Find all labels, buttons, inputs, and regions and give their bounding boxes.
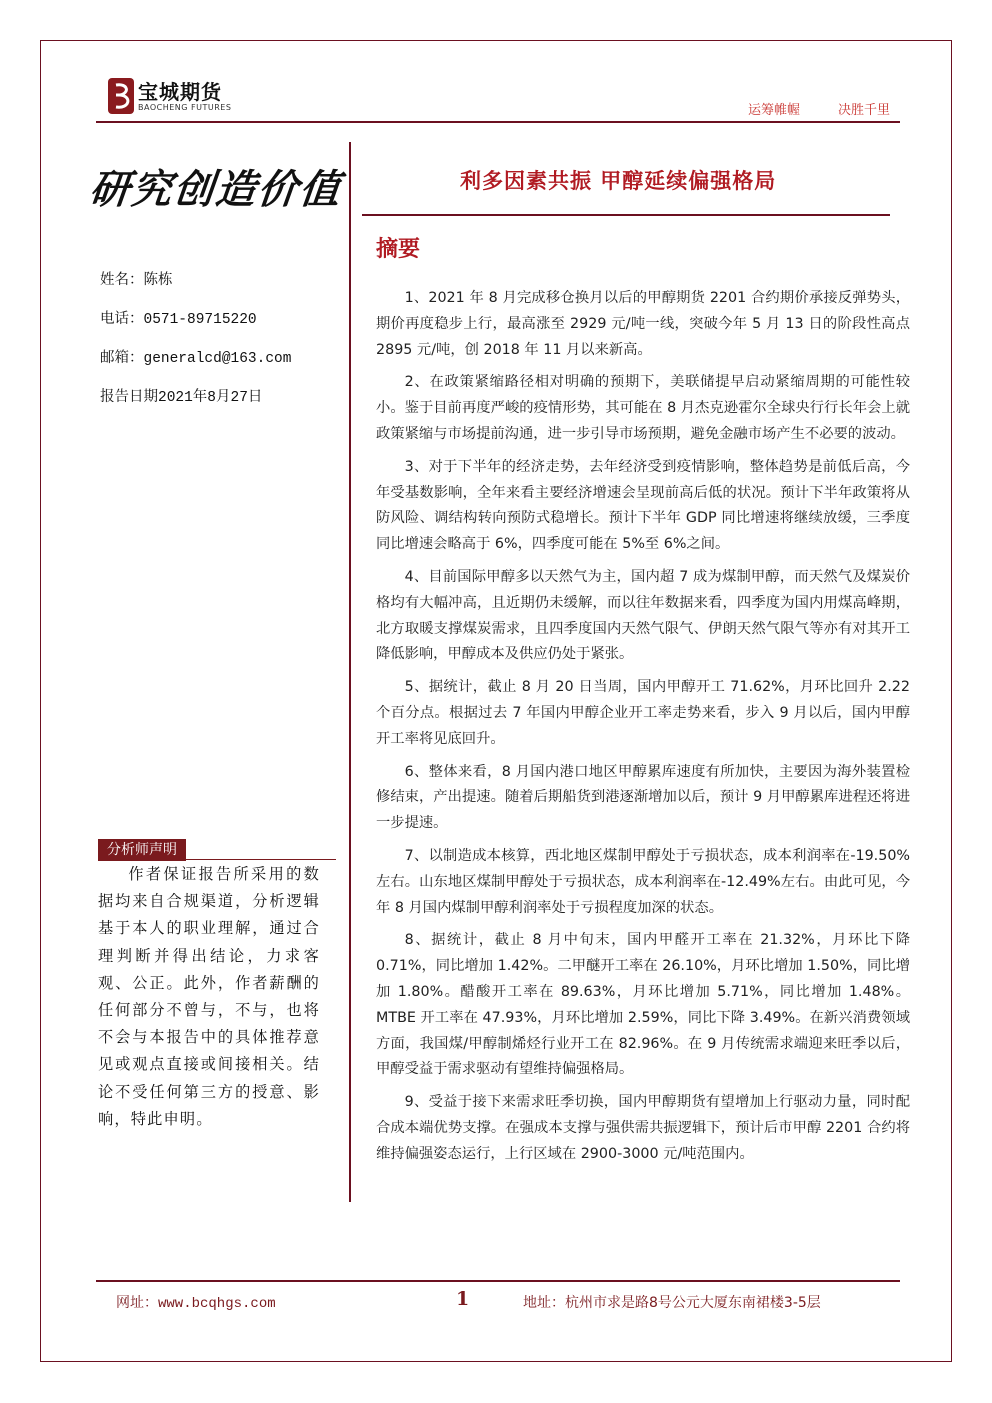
page-number: 1: [456, 1288, 470, 1310]
abstract-body: [376, 286, 910, 1175]
abstract-paragraph: 9、受益于接下来需求旺季切换，国内甲醇期货有望增加上行驱动力量，同时配合成本端优势支撑。在强成本支撑与强供需共振逻辑下，预计后市甲醇 2201 合约将维持偏强姿态运行，上行区域在 2900-3000 元/吨范围内。: [376, 1094, 910, 1162]
header-slogan-right: 决胜千里: [838, 103, 891, 118]
header-slogan-left: 运筹帷幄: [748, 103, 801, 118]
abstract-paragraph: 8、据统计，截止 8 月中旬末，国内甲醛开工率在 21.32%，月环比下降 0.71%，同比增加 1.42%。二甲醚开工率在 26.10%，月环比增加 1.50%，同比增加 1.80%。醋酸开工率在 89.63%，月环比增加 5.71%，同比增加 1.48%。MTBE 开工率在 47.93%，月环比增加 2.59%，同比下降 3.49%。在新兴消费领域方面，我国煤/甲醇制烯烃行业开工在 82.96%。在 9 月传统需求端迎来旺季以后，甲醇受益于需求驱动有望维持偏强格局。: [376, 932, 910, 1078]
abstract-heading: 摘要: [376, 237, 421, 262]
analyst-name-label: 姓名：: [100, 272, 144, 288]
abstract-paragraph: 5、据统计，截止 8 月 20 日当周，国内甲醇开工 71.62%，月环比回升 2.22 个百分点。根据过去 7 年国内甲醇企业开工率走势来看，步入 9 月以后，国内甲醇开工率将见底回升。: [376, 679, 910, 747]
website-label: 网址：: [116, 1295, 158, 1311]
analyst-phone-row: [100, 307, 257, 328]
abstract-paragraph: 4、目前国际甲醇多以天然气为主，国内超 7 成为煤制甲醇，而天然气及煤炭价格均有大幅冲高，且近期仍未缓解，而以往年数据来看，四季度为国内用煤高峰期，北方取暖支撑煤炭需求，且四季度国内天然气限气、伊朗天然气限气等亦有对其开工降低影响，甲醇成本及供应仍处于紧张。: [376, 568, 910, 663]
abstract-paragraph: 1、2021 年 8 月完成移仓换月以后的甲醇期货 2201 合约期价承接反弹势头，期价再度稳步上行，最高涨至 2929 元/吨一线，突破今年 5 月 13 日的阶段性高点 2895 元/吨，创 2018 年 11 月以来新高。: [376, 290, 910, 358]
analyst-email: generalcd@163.com: [143, 351, 292, 367]
report-date-row: [100, 385, 262, 406]
header-divider: [96, 121, 900, 123]
footer-address: 地址：杭州市求是路8号公元大厦东南裙楼3-5层: [523, 1295, 821, 1311]
title-underline: [362, 214, 890, 216]
logo-subtitle: BAOCHENG FUTURES: [138, 103, 232, 112]
statement-underline: [186, 859, 336, 860]
analyst-name-row: [100, 268, 173, 289]
statement-text: 作者保证报告所采用的数据均来自合规渠道，分析逻辑基于本人的职业理解，通过合理判断并得出结论，力求客观、公正。此外，作者薪酬的任何部分不曾与，不与，也将不会与本报告中的具体推荐意见或观点直接或间接相关。结论不受任何第三方的授意、影响，特此申明。: [98, 865, 320, 1128]
abstract-paragraph: 3、对于下半年的经济走势，去年经济受到疫情影响，整体趋势是前低后高，今年受基数影响，全年来看主要经济增速会呈现前高后低的状况。预计下半年政策将从防风险、调结构转向预防式稳增长。预计下半年 GDP 同比增速将继续放缓，三季度同比增速会略高于 6%，四季度可能在 5%至 6%之间。: [376, 458, 910, 553]
abstract-paragraph: 2、在政策紧缩路径相对明确的预期下，美联储提早启动紧缩周期的可能性较小。鉴于目前再度严峻的疫情形势，其可能在 8 月杰克逊霍尔全球央行行长年会上就政策紧缩与市场提前沟通，进一步引导市场预期，避免金融市场产生不必要的波动。: [376, 374, 910, 442]
brand-calligraphy: 研究创造价值: [87, 166, 345, 213]
statement-title: 分析师声明: [98, 839, 186, 861]
report-date: 2021年8月27日: [158, 390, 263, 406]
analyst-phone: 0571-89715220: [143, 312, 257, 328]
analyst-email-row: [100, 346, 291, 367]
website-link[interactable]: www.bcqhgs.com: [158, 1296, 276, 1312]
abstract-paragraph: 6、整体来看，8 月国内港口地区甲醇累库速度有所加快，主要因为海外装置检修结束，产出提速。随着后期船货到港逐渐增加以后，预计 9 月甲醇累库进程还将进一步提速。: [376, 763, 910, 832]
report-title: 利多因素共振 甲醇延续偏强格局: [460, 169, 777, 193]
analyst-name: 陈栋: [143, 272, 173, 288]
footer-website: [116, 1292, 276, 1312]
footer-divider: [96, 1280, 900, 1282]
report-date-label: 报告日期: [100, 389, 158, 405]
analyst-email-label: 邮箱：: [100, 350, 144, 366]
abstract-paragraph: 7、以制造成本核算，西北地区煤制甲醇处于亏损状态，成本利润率在-19.50%左右。山东地区煤制甲醇处于亏损状态，成本利润率在-12.49%左右。由此可见，今年 8 月国内煤制甲醇利润率处于亏损程度加深的状态。: [376, 847, 910, 916]
logo-text: 宝城期货: [138, 80, 222, 104]
analyst-phone-label: 电话：: [100, 311, 144, 327]
column-divider: [349, 142, 351, 1202]
